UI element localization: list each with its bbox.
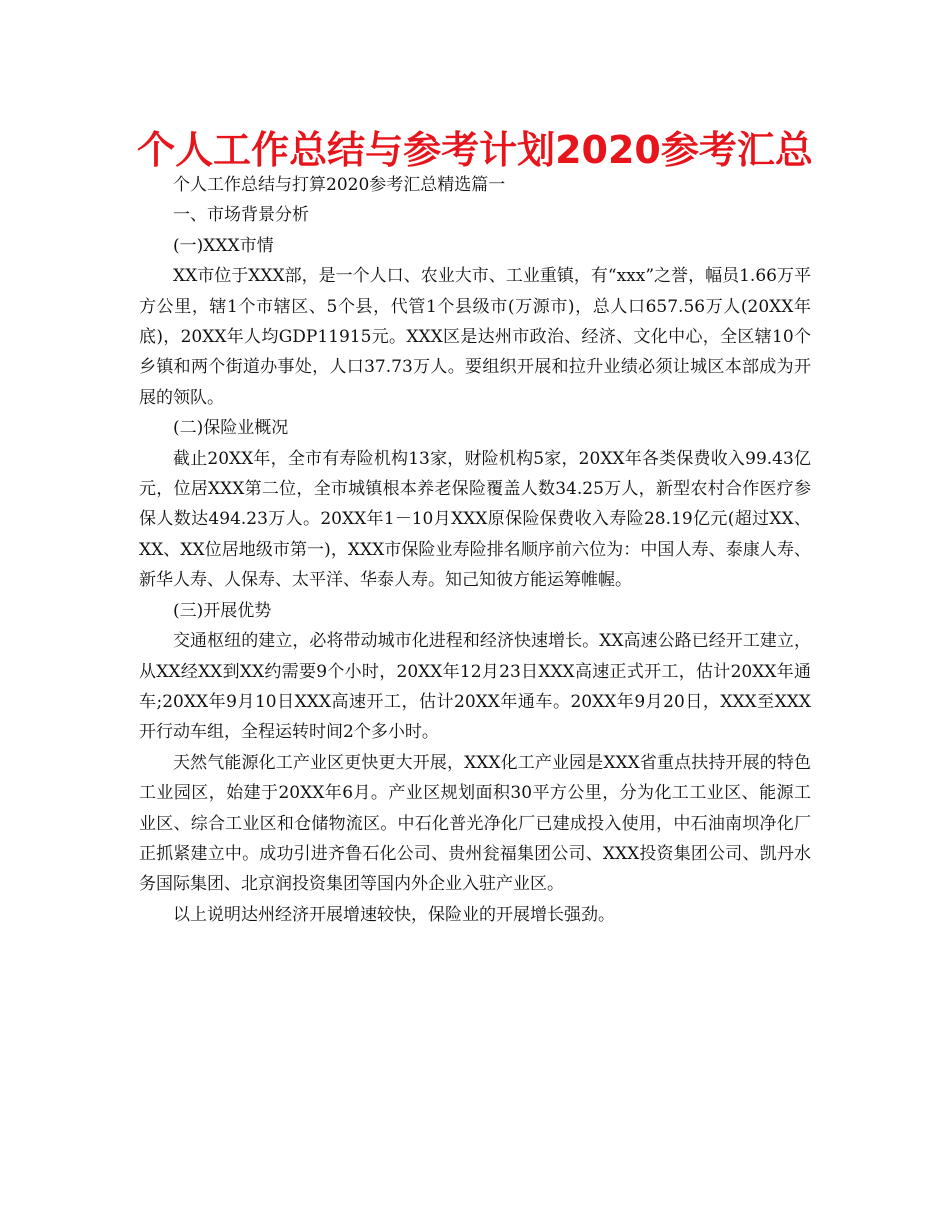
- section-subtitle: 个人工作总结与打算2020参考汇总精选篇一: [173, 175, 506, 195]
- paragraph-insurance-overview: 截止20XX年，全市有寿险机构13家，财险机构5家，20XX年各类保费收入99.43亿元，位居XXX第二位，全市城镇根本养老保险覆盖人数34.25万人，新型农村合作医疗参保人数达494.23万人。20XX年1－10月XXX原保险保费收入寿险28.19亿元(超过XX、XX、XX位居地级市第一)，XXX市保险业寿险排名顺序前六位为：中国人寿、泰康人寿、新华人寿、人保寿、太平洋、华泰人寿。知己知彼方能运筹帷幄。: [139, 448, 811, 591]
- paragraph-conclusion: 以上说明达州经济开展增速较快，保险业的开展增长强劲。: [173, 904, 615, 925]
- paragraph-industry-park: 天然气能源化工产业区更快更大开展，XXX化工产业园是XXX省重点扶持开展的特色工业园区，始建于20XX年6月。产业区规划面积30平方公里，分为化工工业区、能源工业区、综合工业区和仓储物流区。中石化普光净化厂已建成投入使用，中石油南坝净化厂正抓紧建立中。成功引进齐鲁石化公司、贵州瓮福集团公司、XXX投资集团公司、凯丹水务国际集团、北京润投资集团等国内外企业入驻产业区。: [139, 752, 811, 895]
- heading-market-background: 一、市场背景分析: [173, 205, 309, 226]
- paragraph-city-overview: XX市位于XXX部，是一个人口、农业大市、工业重镇，有“xxx”之誉，幅员1.66万平方公里，辖1个市辖区、5个县，代管1个县级市(万源市)，总人口657.56万人(20XX年底)，20XX年人均GDP11915元。XXX区是达州市政治、经济、文化中心，全区辖10个乡镇和两个街道办事处，人口37.73万人。要组织开展和拉升业绩必须让城区本部成为开展的领队。: [139, 266, 811, 408]
- subheading-insurance-overview: (二)保险业概况: [173, 418, 289, 439]
- document-body: [139, 170, 811, 930]
- paragraph-transport: 交通枢纽的建立，必将带动城市化进程和经济快速增长。XX高速公路已经开工建立，从XX经XX到XX约需要9个小时，20XX年12月23日XXX高速正式开工，估计20XX年通车;20XX年9月10日XXX高速开工，估计20XX年通车。20XX年9月20日，XXX至XXX开行动车组，全程运转时间2个多小时。: [139, 631, 811, 743]
- subheading-city-overview: (一)XXX市情: [173, 235, 274, 256]
- subheading-advantages: (三)开展优势: [173, 600, 272, 621]
- document-title: 个人工作总结与参考计划2020参考汇总: [137, 128, 813, 172]
